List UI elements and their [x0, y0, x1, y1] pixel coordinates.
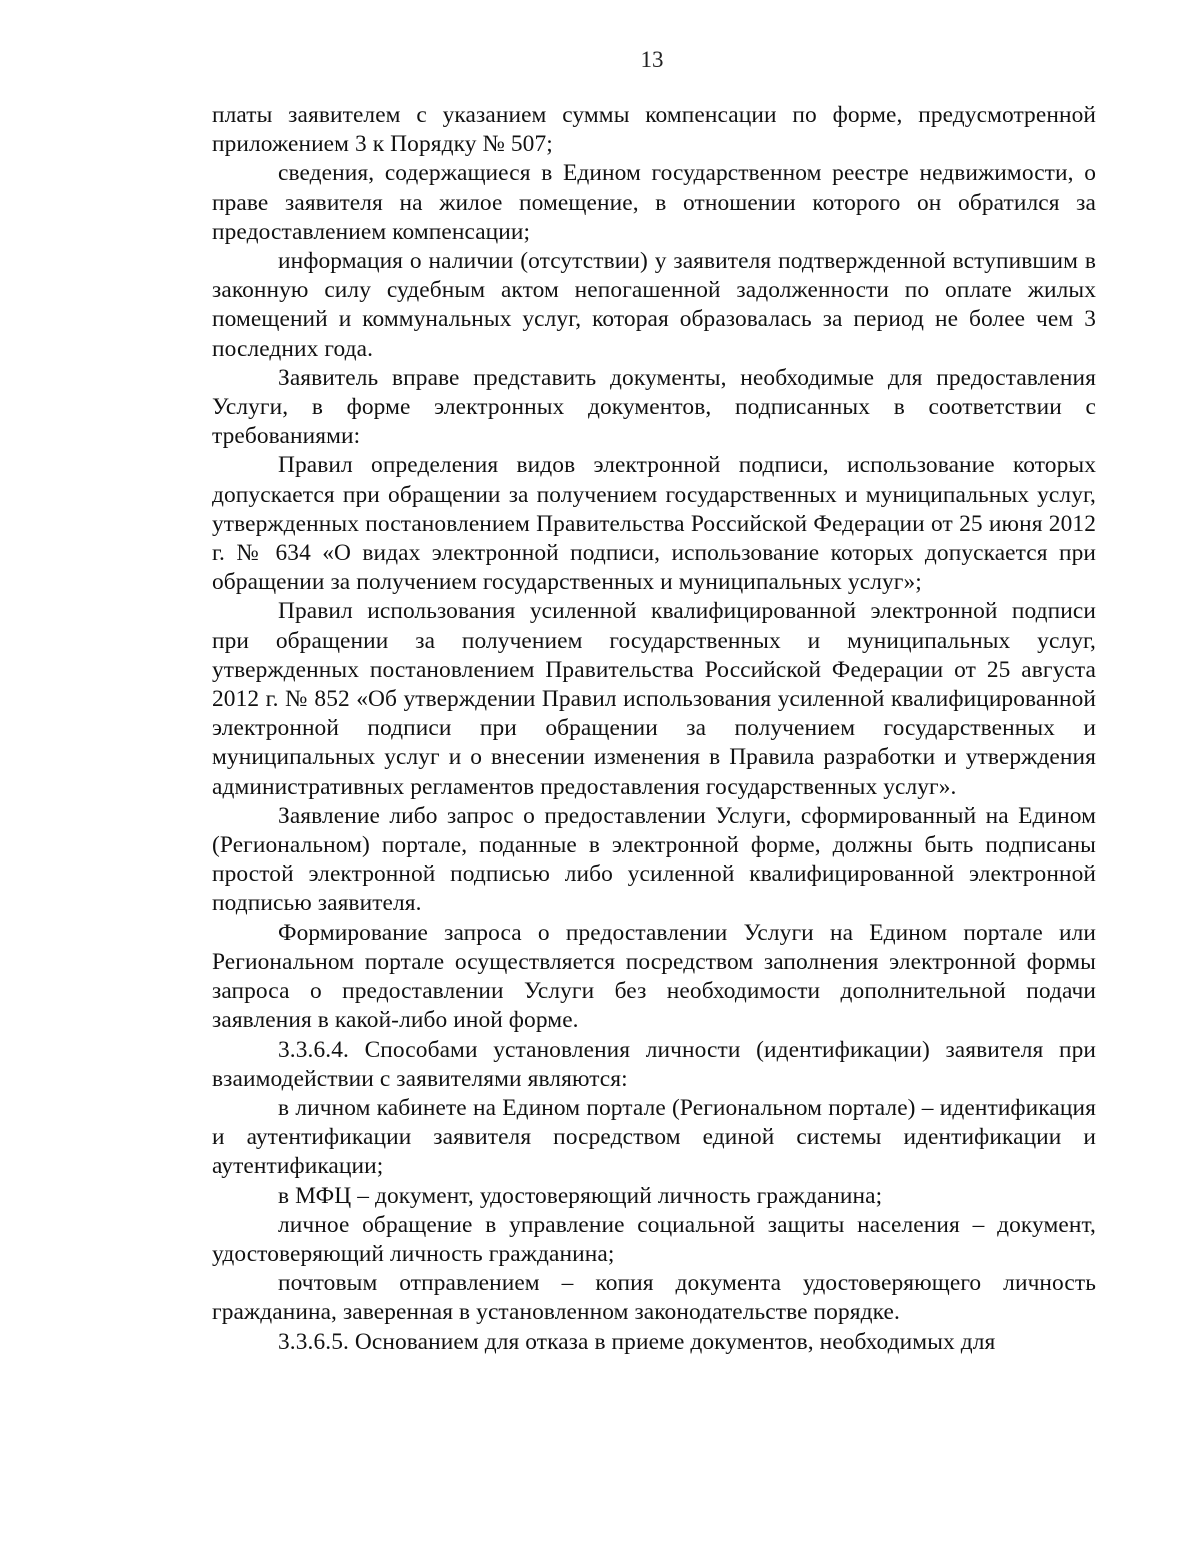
paragraph-2: сведения, содержащиеся в Едином государственном реестре недвижимости, о праве заявителя на жилое помещение, в отношении которого он обратился за предоставлением компенсации;: [212, 160, 1096, 245]
paragraph-5: Правил определения видов электронной подписи, использование которых допускается при обращении за получением государственных и муниципальных услуг, утвержденных постановлением Правительства Российской Федерации от 25 июня 2012 г. № 634 «О видах электронной подписи, использование которых допускается при обращении за получением государственных и муниципальных услуг»;: [212, 452, 1096, 596]
paragraph-7: Заявление либо запрос о предоставлении Услуги, сформированный на Едином (Региональном) портале, поданные в электронной форме, должны быть подписаны простой электронной подписью либо усиленной квалифицированной электронной подписью заявителя.: [212, 802, 1096, 917]
paragraph-13: почтовым отправлением – копия документа удостоверяющего личность гражданина, заверенная в установленном законодательстве порядке.: [212, 1270, 1096, 1326]
paragraph-12: личное обращение в управление социальной защиты населения – документ, удостоверяющий личность гражданина;: [212, 1211, 1096, 1267]
paragraph-9: 3.3.6.4. Способами установления личности (идентификации) заявителя при взаимодействии с заявителями являются:: [212, 1036, 1096, 1092]
paragraph-6: Правил использования усиленной квалифицированной электронной подписи при обращении за получением государственных и муниципальных услуг, утвержденных постановлением Правительства Российской Федерации от 25 августа 2012 г. № 852 «Об утверждении Правил использования усиленной квалифицированной электронной подписи при обращении за получением государственных и муниципальных услуг и о внесении изменения в Правила разработки и утверждения административных регламентов предоставления государственных услуг».: [212, 598, 1096, 800]
page-number: 13: [640, 47, 664, 72]
paragraph-10: в личном кабинете на Едином портале (Региональном портале) – идентификация и аутентификации заявителя посредством единой системы идентификации и аутентификации;: [212, 1094, 1096, 1180]
paragraph-1: платы заявителем с указанием суммы компенсации по форме, предусмотренной приложением 3 к Порядку № 507;: [212, 102, 1096, 158]
paragraph-14: 3.3.6.5. Основанием для отказа в приеме документов, необходимых для: [278, 1328, 996, 1355]
paragraph-4: Заявитель вправе представить документы, необходимые для предоставления Услуги, в форме электронных документов, подписанных в соответствии с требованиями:: [212, 364, 1096, 450]
paragraph-3: информация о наличии (отсутствии) у заявителя подтвержденной вступившим в законную силу судебным актом непогашенной задолженности по оплате жилых помещений и коммунальных услуг, которая образовалась за период не более чем 3 последних года.: [212, 248, 1096, 362]
paragraph-11: в МФЦ – документ, удостоверяющий личность гражданина;: [278, 1182, 883, 1209]
document-body: [212, 101, 1096, 1357]
paragraph-8: Формирование запроса о предоставлении Услуги на Едином портале или Региональном портале осуществляется посредством заполнения электронной формы запроса о предоставлении Услуги без необходимости дополнительной подачи заявления в какой-либо иной форме.: [212, 919, 1096, 1034]
